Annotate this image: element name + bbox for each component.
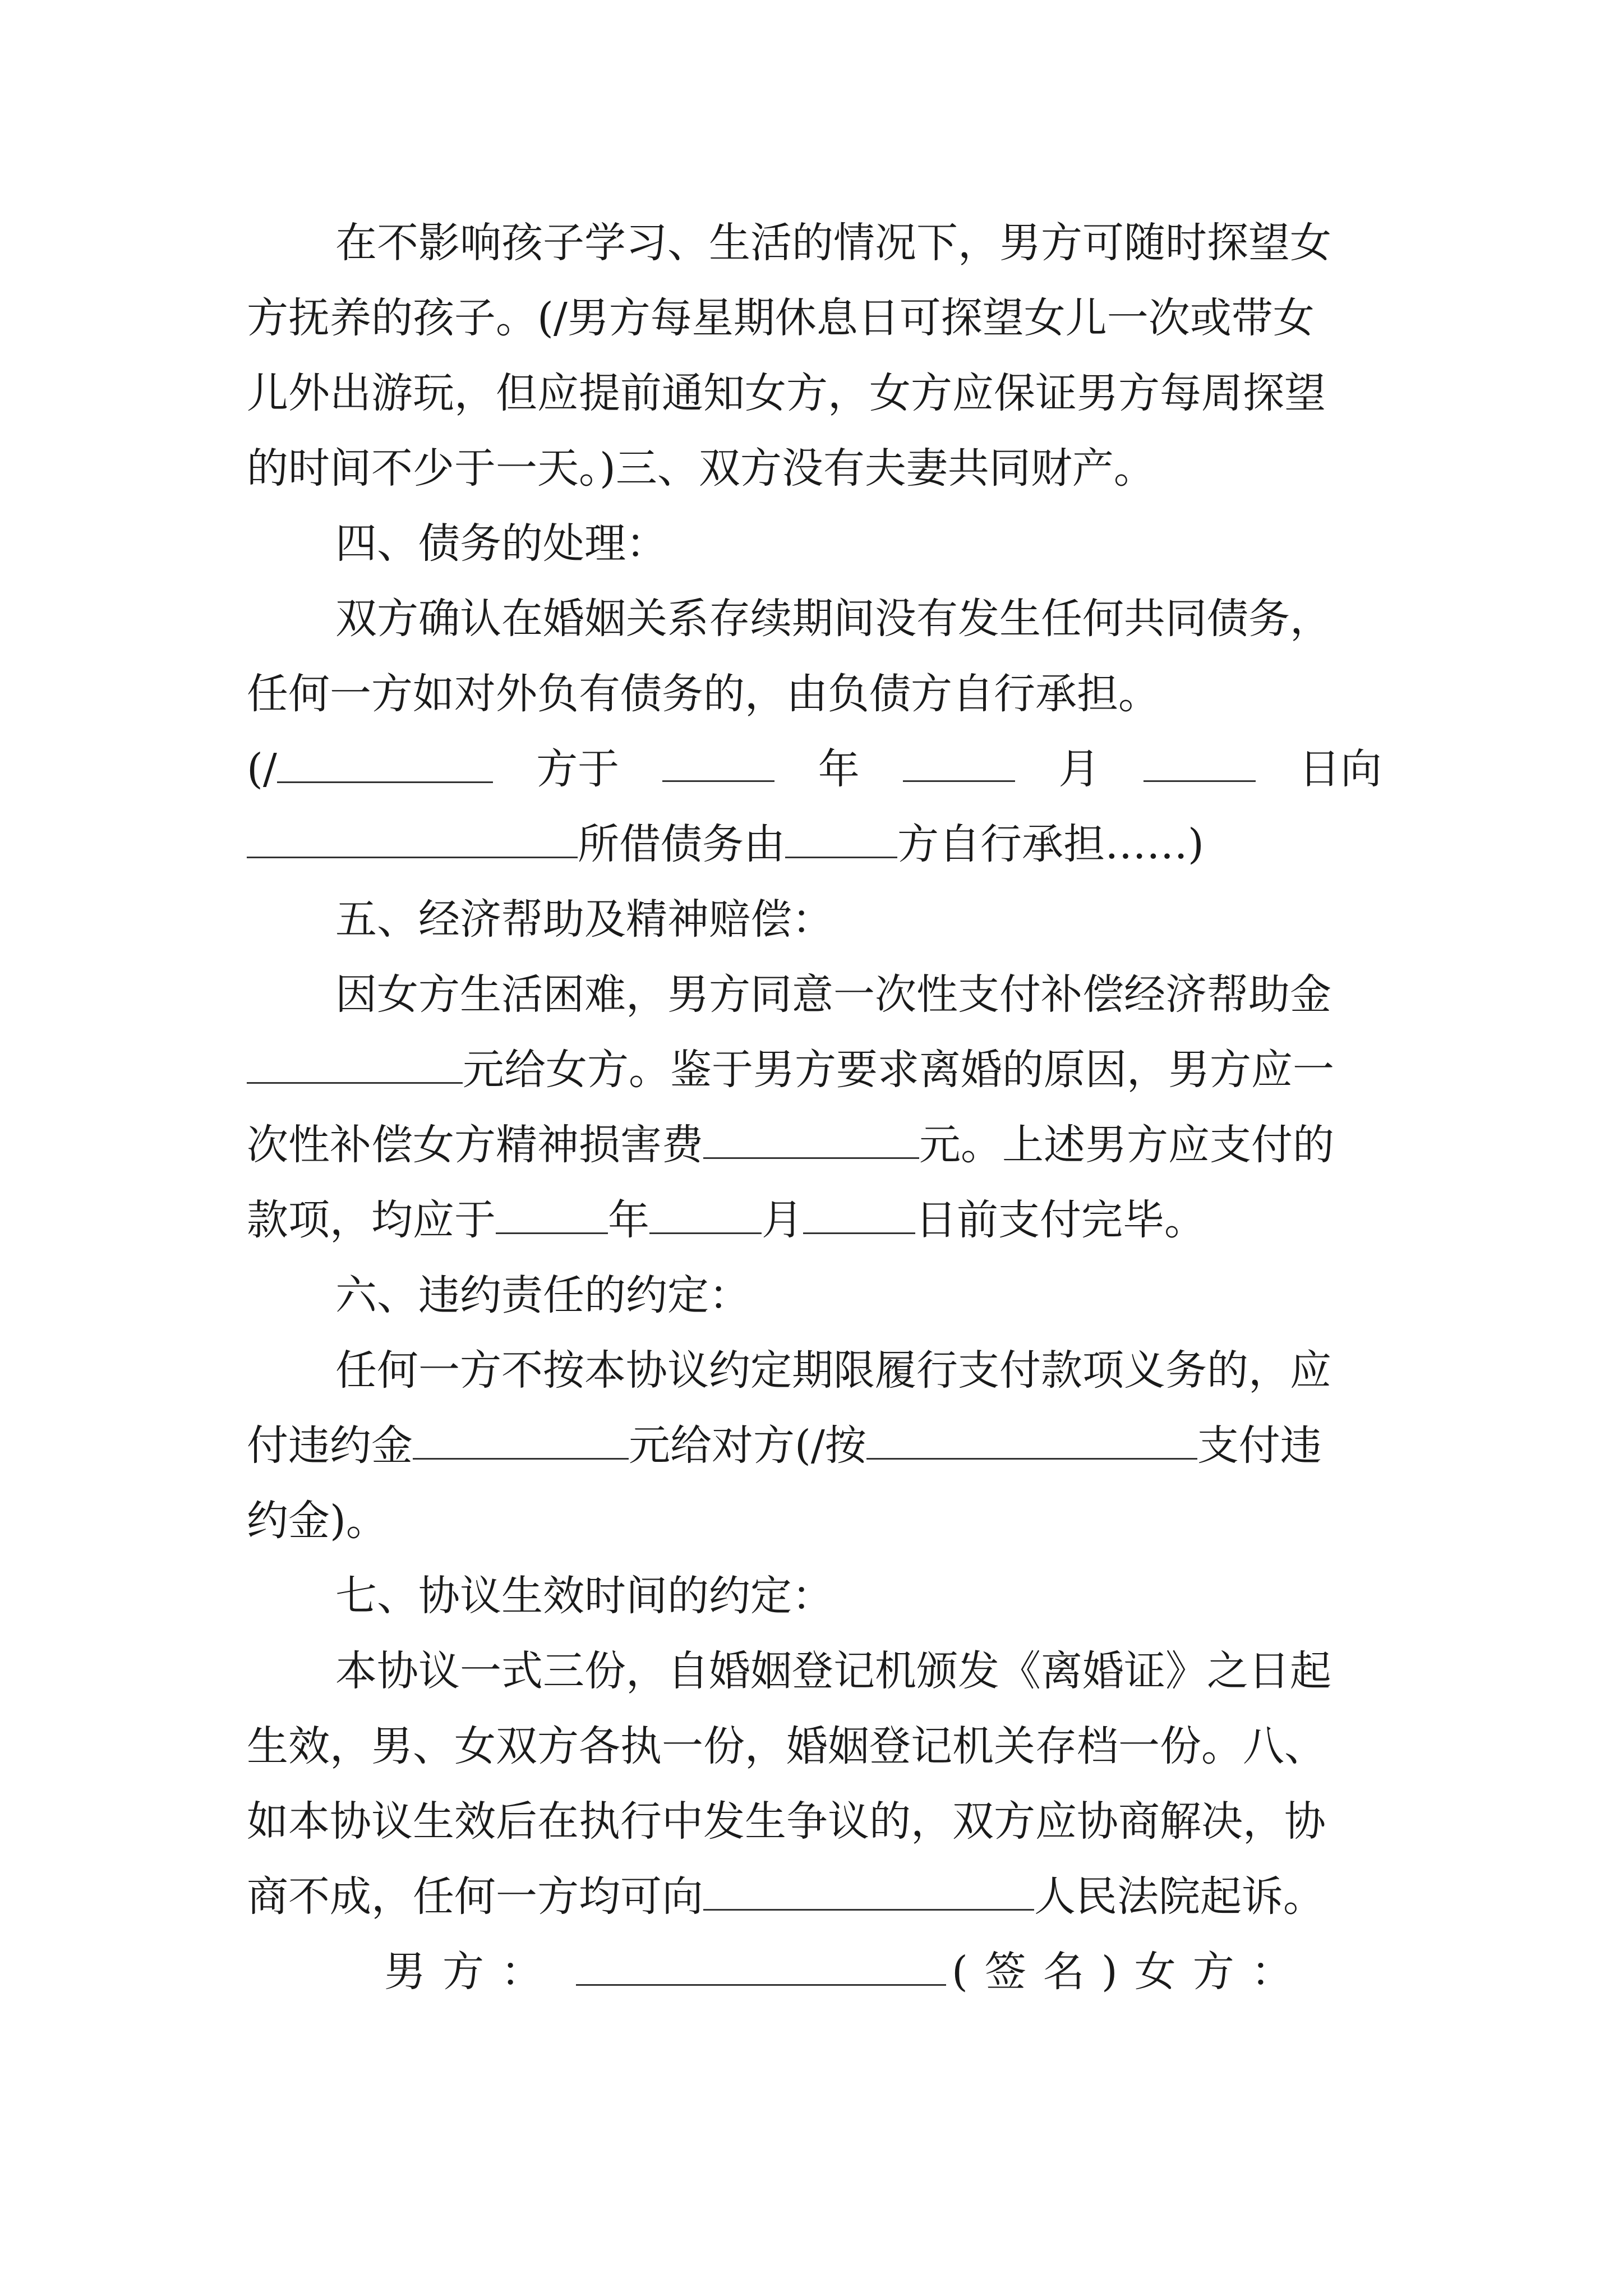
- text-segment: 任何一方不按本协议约定期限履行支付款项义务的，应: [335, 1346, 1331, 1395]
- text-line: [247, 666, 1382, 722]
- text-segment: 支付违: [1197, 1421, 1322, 1470]
- text-segment: 月: [762, 1196, 803, 1244]
- text-segment: 生效，男、女双方各执一份，婚姻登记机关存档一份。八、: [247, 1722, 1326, 1770]
- text-segment: 日前支付完毕。: [915, 1196, 1206, 1244]
- blank-field[interactable]: [662, 741, 774, 782]
- blank-field[interactable]: [703, 1118, 919, 1159]
- text-segment: 商不成，任何一方均可向: [247, 1872, 703, 1921]
- signature-field[interactable]: [576, 1945, 946, 1986]
- fill-in-line: [247, 1042, 1382, 1098]
- blank-field[interactable]: [649, 1193, 762, 1234]
- fill-in-line: [247, 1418, 1382, 1474]
- text-segment: 五、经济帮助及精神赔偿：: [335, 895, 833, 944]
- text-segment: 次性补偿女方精神损害费: [247, 1121, 703, 1169]
- fill-in-line: [247, 1117, 1382, 1173]
- text-segment: 元给对方(/按: [629, 1421, 866, 1470]
- text-segment: 元。上述男方应支付的: [919, 1121, 1334, 1169]
- fill-in-line: [247, 741, 1382, 797]
- fill-in-line: [247, 1869, 1382, 1925]
- text-segment: 款项，均应于: [247, 1196, 496, 1244]
- text-segment: 年: [818, 745, 860, 793]
- text-segment: 男方：: [384, 1948, 559, 1996]
- section-heading: [335, 516, 1382, 572]
- blank-field[interactable]: [247, 1043, 463, 1084]
- text-line: [247, 1718, 1382, 1774]
- section-heading: [335, 891, 1382, 947]
- text-segment: 方自行承担……): [897, 820, 1204, 868]
- text-segment: 年: [608, 1196, 649, 1244]
- blank-field[interactable]: [903, 741, 1015, 782]
- text-segment: 方抚养的孩子。(/男方每星期休息日可探望女儿一次或带女: [247, 294, 1315, 342]
- fill-in-line: [247, 816, 1382, 872]
- blank-field[interactable]: [866, 1419, 1197, 1460]
- text-segment: 元给女方。鉴于男方要求离婚的原因，男方应一: [463, 1046, 1334, 1094]
- blank-field[interactable]: [703, 1870, 1034, 1911]
- blank-field[interactable]: [496, 1193, 608, 1234]
- text-segment: 儿外出游玩，但应提前通知女方，女方应保证男方每周探望: [247, 369, 1326, 417]
- blank-field[interactable]: [413, 1419, 629, 1460]
- blank-field[interactable]: [247, 817, 578, 858]
- text-segment: (签名)女方：: [952, 1948, 1310, 1996]
- text-segment: 约金)。: [247, 1497, 388, 1545]
- text-line: [247, 1793, 1382, 1849]
- text-segment: 所借债务由: [578, 820, 785, 868]
- text-line: [247, 365, 1382, 421]
- text-segment: 的时间不少于一天。)三、双方没有夫妻共同财产。: [247, 444, 1155, 493]
- text-segment: 七、协议生效时间的约定：: [335, 1572, 833, 1620]
- text-line: [335, 967, 1382, 1023]
- text-line: [335, 1342, 1382, 1398]
- text-segment: (/: [247, 741, 493, 797]
- text-segment: 方于: [536, 745, 620, 793]
- text-segment: 双方确认在婚姻关系存续期间没有发生任何共同债务，: [335, 595, 1331, 643]
- text-segment: 四、债务的处理：: [335, 519, 667, 568]
- text-segment: 人民法院起诉。: [1034, 1872, 1325, 1921]
- text-line: [335, 1643, 1382, 1699]
- text-segment: 本协议一式三份，自婚姻登记机颁发《离婚证》之日起: [335, 1647, 1331, 1695]
- blank-field[interactable]: [1144, 741, 1256, 782]
- text-segment: 任何一方如对外负有债务的，由负债方自行承担。: [247, 670, 1160, 718]
- text-segment: 月: [1058, 745, 1100, 793]
- text-line: [247, 1493, 1382, 1549]
- blank-field[interactable]: [277, 742, 493, 783]
- signature-line: [384, 1944, 1380, 2000]
- section-heading: [335, 1568, 1382, 1624]
- text-line: [247, 440, 1382, 496]
- text-segment: 在不影响孩子学习、生活的情况下，男方可随时探望女: [335, 219, 1331, 267]
- fill-in-line: [247, 1192, 1382, 1248]
- blank-field[interactable]: [803, 1193, 915, 1234]
- text-segment: 因女方生活困难，男方同意一次性支付补偿经济帮助金: [335, 970, 1331, 1019]
- text-line: [247, 290, 1382, 346]
- text-segment: 日向: [1299, 745, 1382, 793]
- text-line: [335, 215, 1382, 271]
- section-heading: [335, 1267, 1382, 1323]
- text-segment: 如本协议生效后在执行中发生争议的，双方应协商解决，协: [247, 1797, 1326, 1846]
- text-segment: 六、违约责任的约定：: [335, 1271, 750, 1319]
- text-line: [335, 591, 1382, 647]
- text-segment: 付违约金: [247, 1421, 413, 1470]
- blank-field[interactable]: [785, 817, 897, 858]
